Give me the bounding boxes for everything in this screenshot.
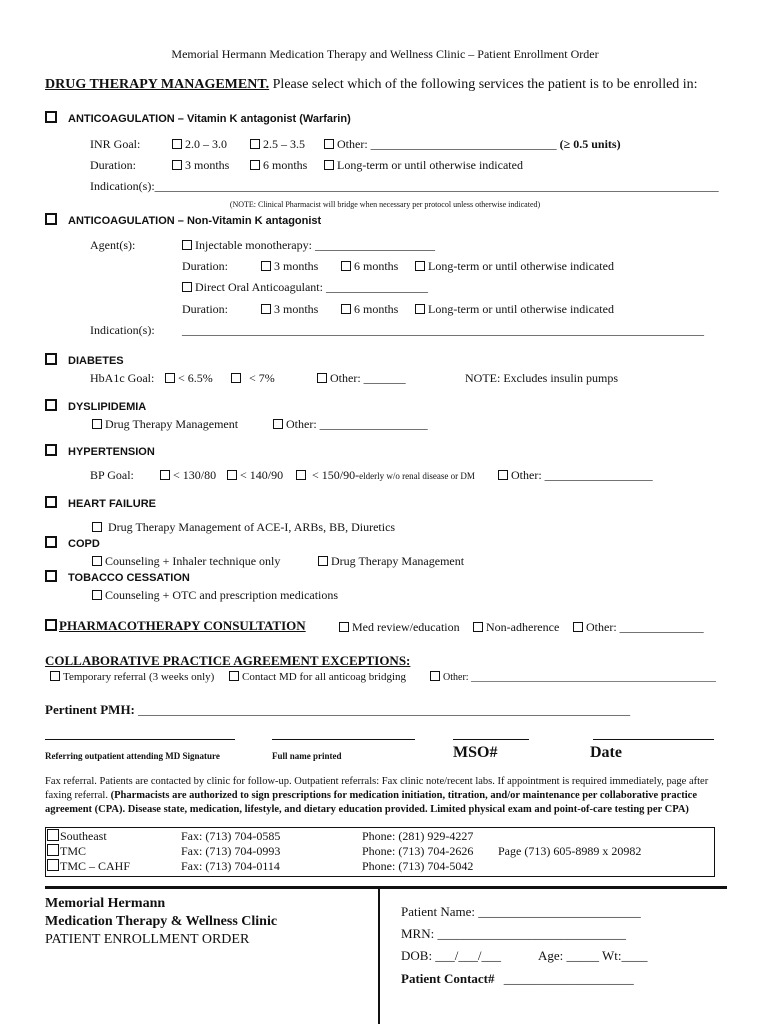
form-header-title: Memorial Hermann Medication Therapy and Wellness Clinic – Patient Enrollment Order [171,47,599,61]
nvka-doac-duration-6mo[interactable]: 6 months [341,302,398,317]
copd-checkbox[interactable] [45,536,57,548]
hba1c-option-other[interactable]: Other: _______ [317,371,406,386]
dtm-heading: DRUG THERAPY MANAGEMENT. [45,77,270,92]
dyslipidemia-checkbox[interactable] [45,399,57,411]
date-line[interactable] [593,739,714,740]
nvka-indication-label: Indication(s): [90,323,155,337]
mso-label: MSO# [453,744,498,761]
pmh-label: Pertinent PMH: [45,702,135,717]
pmh-row[interactable] [45,702,630,718]
patient-name-field[interactable]: Patient Name: _________________________ [401,904,641,919]
nvka-inj-duration-longterm[interactable]: Long-term or until otherwise indicated [415,259,614,274]
hypertension-section-title: HYPERTENSION [45,444,155,459]
inr-option-2[interactable]: 2.5 – 3.5 [250,137,305,152]
pmh-line: __________________________________________________________________________________ [138,703,631,717]
heart-failure-option-dtm[interactable]: Drug Therapy Management of ACE-I, ARBs, BB, Diuretics [92,520,395,535]
nvka-checkbox[interactable] [45,213,57,225]
dyslipidemia-section-title: DYSLIPIDEMIA [45,399,146,414]
copd-section-title: COPD [45,536,100,551]
doac-option[interactable]: Direct Oral Anticoagulant: _________________ [182,280,428,295]
copd-option-counseling[interactable]: Counseling + Inhaler technique only [92,554,280,569]
footer-clinic-name: Medication Therapy & Wellness Clinic [45,914,278,929]
cpa-option-temporary[interactable]: Temporary referral (3 weeks only) [50,671,214,683]
copd-option-dtm[interactable]: Drug Therapy Management [318,554,464,569]
pharmacotherapy-checkbox[interactable] [45,619,57,631]
tobacco-section-title: TOBACCO CESSATION [45,570,190,585]
dyslipidemia-option-other[interactable]: Other: __________________ [273,417,428,432]
dtm-intro: Please select which of the following services the patient is to be enrolled in: [272,77,698,92]
inr-goal-label: INR Goal: [90,137,141,151]
tobacco-checkbox[interactable] [45,570,57,582]
fax-instructions: Fax referral. Patients are contacted by clinic for follow-up. Outpatient referrals: Fax clinic note/recent labs. If appointment is required immediately, page after faxing referral. (Pharmacists are authorized to sign prescriptions for medication initiation, titration, and/or maintenance per collaborative practice agreement (CPA). Disease state, medication, lifestyle, and dietary education provided. Limited physical exam and point-of-care testing per CPA) [45,776,709,815]
phone-tmc-cahf: Phone: (713) 704-5042 [362,859,474,873]
nvka-inj-duration-6mo[interactable]: 6 months [341,259,398,274]
fullname-label: Full name printed [272,751,342,761]
nvka-doac-duration-longterm[interactable]: Long-term or until otherwise indicated [415,302,614,317]
agents-label: Agent(s): [90,238,136,252]
vka-indication-field[interactable]: Indication(s):______________________________________________________________________________________________ [90,179,719,193]
age-wt-field[interactable]: Age: _____ Wt:____ [538,948,648,963]
nvka-duration-label-2: Duration: [182,302,228,316]
location-tmc-cahf[interactable]: TMC – CAHF [47,859,130,874]
diabetes-section-title: DIABETES [45,353,124,368]
bp-option-1[interactable]: < 130/80 [160,468,216,483]
diabetes-note: NOTE: Excludes insulin pumps [465,371,618,385]
pharmacotherapy-option-other[interactable]: Other: ______________ [573,620,704,635]
fax-tmc-cahf: Fax: (713) 704-0114 [181,859,280,873]
inr-option-1[interactable]: 2.0 – 3.0 [172,137,227,152]
cpa-option-other[interactable]: Other: _________________________________________________ [430,671,716,683]
inr-option-other[interactable]: Other: _______________________________ (≥ 0.5 units) [324,137,621,152]
fax-southeast: Fax: (713) 704-0585 [181,829,281,843]
phone-tmc: Phone: (713) 704-2626 [362,844,474,858]
bp-option-2[interactable]: < 140/90 [227,468,283,483]
phone-southeast: Phone: (281) 929-4227 [362,829,474,843]
dob-field[interactable]: DOB: ___/___/___ [401,948,502,963]
footer-form-name: PATIENT ENROLLMENT ORDER [45,932,250,947]
mso-line[interactable] [453,739,529,740]
footer-vertical-divider [378,889,380,1024]
hypertension-checkbox[interactable] [45,444,57,456]
vka-duration-3mo[interactable]: 3 months [172,158,229,173]
nvka-inj-duration-3mo[interactable]: 3 months [261,259,318,274]
vka-section-title: ANTICOAGULATION – Vitamin K antagonist (Warfarin) [45,111,351,126]
dtm-heading-row [45,77,698,93]
bp-option-other[interactable]: Other: __________________ [498,468,653,483]
footer-org-name: Memorial Hermann [45,896,166,911]
hba1c-option-1[interactable]: < 6.5% [165,371,213,386]
nvka-doac-duration-3mo[interactable]: 3 months [261,302,318,317]
tobacco-option-counseling[interactable]: Counseling + OTC and prescription medications [92,588,338,603]
nvka-duration-label-1: Duration: [182,259,228,273]
vka-duration-6mo[interactable]: 6 months [250,158,307,173]
date-label: Date [590,744,622,761]
diabetes-checkbox[interactable] [45,353,57,365]
footer-divider [45,886,727,889]
hba1c-option-2[interactable]: < 7% [231,371,275,386]
vka-duration-label: Duration: [90,158,136,172]
signature-line[interactable] [45,739,235,740]
pharmacotherapy-option-med-review[interactable]: Med review/education [339,620,460,635]
cpa-exceptions-title: COLLABORATIVE PRACTICE AGREEMENT EXCEPTIONS: [45,653,411,668]
signature-label: Referring outpatient attending MD Signature [45,751,220,761]
vka-duration-longterm[interactable]: Long-term or until otherwise indicated [324,158,523,173]
patient-contact-field[interactable]: Patient Contact# ____________________ [401,971,634,986]
bp-goal-label: BP Goal: [90,468,134,482]
vka-checkbox[interactable] [45,111,57,123]
mrn-field[interactable]: MRN: _____________________________ [401,926,626,941]
cpa-option-contact-md[interactable]: Contact MD for all anticoag bridging [229,671,406,683]
fullname-line[interactable] [272,739,415,740]
fax-tmc: Fax: (713) 704-0993 [181,844,281,858]
pharmacotherapy-option-non-adherence[interactable]: Non-adherence [473,620,559,635]
pager-tmc: Page (713) 605-8989 x 20982 [498,844,642,858]
bp-option-3[interactable]: < 150/90-elderly w/o renal disease or DM [296,468,475,483]
nvka-indication-field[interactable]: _______________________________________________________________________________________ [182,323,704,337]
location-southeast[interactable]: Southeast [47,829,107,844]
heart-failure-checkbox[interactable] [45,496,57,508]
hba1c-goal-label: HbA1c Goal: [90,371,155,385]
dyslipidemia-option-dtm[interactable]: Drug Therapy Management [92,417,238,432]
injectable-option[interactable]: Injectable monotherapy: ____________________ [182,238,435,253]
pharmacotherapy-section-title: PHARMACOTHERAPY CONSULTATION [45,618,306,634]
nvka-section-title: ANTICOAGULATION – Non-Vitamin K antagonist [45,213,321,228]
heart-failure-section-title: HEART FAILURE [45,496,156,511]
vka-bridge-note: (NOTE: Clinical Pharmacist will bridge when necessary per protocol unless otherwise indicated) [229,200,541,209]
location-tmc[interactable]: TMC [47,844,86,859]
